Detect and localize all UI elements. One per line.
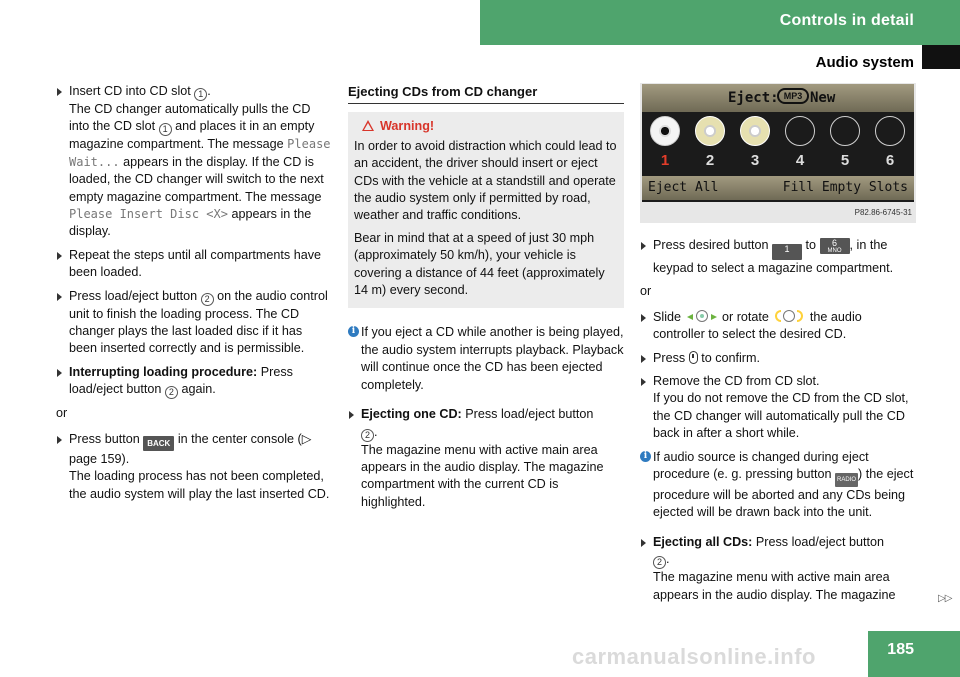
disc-slot-icon [740, 116, 770, 146]
page-number-band [868, 631, 960, 677]
step-finish-loading: Press load/eject button 2 on the audio control unit to finish the loading process. The CD changer plays the last loaded disc if it has been inserted correctly and is permissible. [56, 288, 332, 358]
step-press-back: Press button BACK in the center console (▷ page 159). The loading process has not been completed, the audio system will play the last inserted CD. [56, 431, 332, 503]
key-6-icon: 6 MNO [820, 238, 850, 254]
step-press-confirm: Press to confirm. [640, 350, 916, 367]
or-text: or [640, 284, 652, 299]
step-press-button: Press desired button 1 to 6 MNO , in the keypad to select a magazine compartment. [640, 237, 916, 277]
info-icon: i [640, 451, 651, 462]
or-text: or [56, 406, 68, 421]
audio-screen [642, 84, 914, 202]
info-note: i If audio source is changed during eject procedure (e. g. pressing button RADIO ) the eject procedure will be aborted and any CDs being ejected will be drawn back into the unit. [640, 449, 916, 522]
slot-number: 6 [885, 152, 895, 169]
callout-2-icon: 2 [653, 556, 666, 569]
step-eject-one: Ejecting one CD: Press load/eject button 2 . The magazine menu with active main area appears in the audio display. The magazine compartment with the current CD is highlighted. [348, 406, 624, 511]
warning-text: In order to avoid distraction which could lead to an accident, the driver should insert or eject CDs with the vehicle at a standstill and operate the audio system only if permitted by road, weather and traffic conditions. [354, 138, 617, 223]
continue-arrow-icon: ▷▷ [938, 593, 952, 604]
slot-number: 5 [840, 152, 850, 169]
new-label: New [810, 90, 836, 106]
disc-slot-icon [650, 116, 680, 146]
back-key-icon: BACK [143, 436, 174, 451]
display-message: Please Insert Disc <X> [69, 207, 228, 222]
warning-text: Bear in mind that at a speed of just 30 mph (approximately 50 km/h), your vehicle is covering a distance of 44 feet (approximately 14 m) every second. [354, 230, 605, 298]
header-marker [922, 45, 960, 69]
step-slide-rotate: Slide or rotate the audio controller to select the desired CD. [640, 309, 916, 344]
step-insert-cd: Insert CD into CD slot 1 . The CD changer automatically pulls the CD into the CD slot 1 and places it in an empty magazine compartment. The message Please Wait... appears in the display. If the CD is loaded, the CD changer will switch to the next empty magazine compartment. The message Please Insert Disc <X> appears in the display. [56, 83, 332, 241]
column-right [640, 83, 916, 610]
disc-slot-icon [785, 116, 815, 146]
slot-number: 3 [750, 152, 760, 169]
callout-2-icon: 2 [165, 386, 178, 399]
step-repeat: Repeat the steps until all compartments have been loaded. [56, 247, 332, 282]
warning-icon [362, 120, 374, 131]
watermark: carmanualsonline.info [572, 644, 816, 669]
info-note: i If you eject a CD while another is being played, the audio system interrupts playback. Playback will continue once the CD has been ejected completely. [348, 324, 624, 394]
callout-2-icon: 2 [361, 429, 374, 442]
subsection-title: Audio system [815, 54, 914, 71]
disc-slot-icon [875, 116, 905, 146]
column-left [56, 83, 332, 509]
callout-1-icon: 1 [194, 88, 207, 101]
section-heading: Ejecting CDs from CD changer [348, 83, 624, 104]
step-eject-all: Ejecting all CDs: Press load/eject button 2 . The magazine menu with active main area appears in the audio display. The magazine [640, 534, 916, 604]
disc-slot-icon [695, 116, 725, 146]
page-number: 185 [887, 641, 914, 658]
eject-all-option: Eject All [648, 180, 719, 195]
rotate-controller-icon [772, 310, 806, 323]
slot-number: 4 [795, 152, 805, 169]
slide-controller-icon [685, 310, 719, 323]
fill-empty-slots-option: Fill Empty Slots [782, 180, 908, 195]
eject-label: Eject: [728, 90, 779, 106]
column-middle [348, 83, 624, 517]
display-message: Please Wait... [69, 137, 331, 169]
callout-1-icon: 1 [159, 123, 172, 136]
step-remove-cd: Remove the CD from CD slot. If you do not remove the CD from the CD slot, the CD changer will automatically pull the CD back in after a short while. [640, 373, 916, 443]
key-1-icon: 1 [772, 244, 802, 260]
figure-code: P82.86-6745-31 [854, 207, 912, 217]
info-icon: i [348, 326, 359, 337]
audio-display-figure [640, 83, 916, 223]
step-interrupt: Interrupting loading procedure: Press load/eject button 2 again. [56, 364, 332, 399]
section-title: Controls in detail [779, 12, 914, 29]
press-controller-icon [689, 351, 698, 364]
mp3-badge: MP3 [777, 88, 809, 104]
warning-box: Warning! In order to avoid distraction which could lead to an accident, the driver should insert or eject CDs with the vehicle at a standstill and operate the audio system only if permitted by road, weather and traffic conditions. Bear in mind that at a speed of just 30 mph (approximately 50 km/h), your vehicle is covering a distance of 44 feet (approximately 14 m) every second. [348, 112, 624, 308]
slot-number: 1 [660, 152, 670, 169]
callout-2-icon: 2 [201, 293, 214, 306]
disc-slot-icon [830, 116, 860, 146]
slot-number: 2 [705, 152, 715, 169]
radio-key-icon: RADIO [835, 473, 858, 487]
